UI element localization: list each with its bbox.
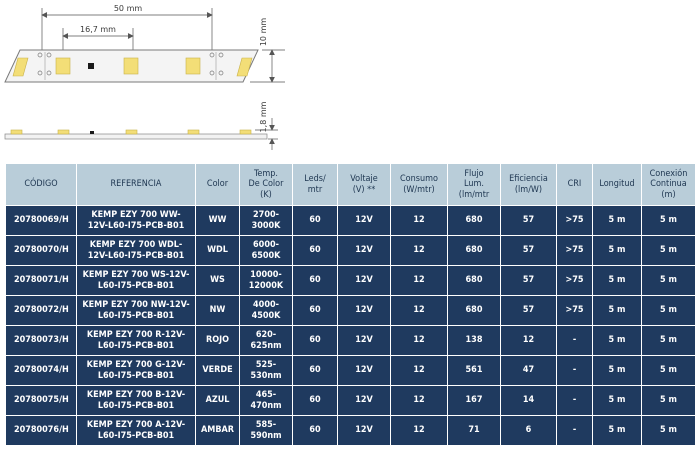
cell-flujo-lum: 680 bbox=[448, 266, 501, 296]
table-row bbox=[6, 416, 696, 446]
cell-consumo: 12 bbox=[391, 206, 448, 236]
cell-longitud: 5 m bbox=[593, 206, 642, 236]
cell-codigo: 20780075/H bbox=[6, 386, 77, 416]
header-referencia: REFERENCIA bbox=[77, 164, 196, 206]
cell-leds-mtr: 60 bbox=[293, 386, 338, 416]
cell-cri: >75 bbox=[557, 296, 593, 326]
cell-flujo-lum: 680 bbox=[448, 236, 501, 266]
cell-codigo: 20780073/H bbox=[6, 326, 77, 356]
cell-leds-mtr: 60 bbox=[293, 296, 338, 326]
cell-voltaje: 12V bbox=[338, 236, 391, 266]
cell-conexion-continua: 5 m bbox=[642, 296, 696, 326]
cell-referencia: KEMP EZY 700 WS-12V- L60-I75-PCB-B01 bbox=[77, 266, 196, 296]
table-row bbox=[6, 236, 696, 266]
cell-codigo: 20780076/H bbox=[6, 416, 77, 446]
cell-consumo: 12 bbox=[391, 326, 448, 356]
cell-consumo: 12 bbox=[391, 236, 448, 266]
cell-voltaje: 12V bbox=[338, 416, 391, 446]
cell-color: WDL bbox=[196, 236, 240, 266]
header-cri: CRI bbox=[557, 164, 593, 206]
cell-voltaje: 12V bbox=[338, 356, 391, 386]
cell-cri: >75 bbox=[557, 236, 593, 266]
header-longitud: Longitud bbox=[593, 164, 642, 206]
header-eficiencia: Eficiencia (lm/W) bbox=[501, 164, 557, 206]
width-dimension-label: 50 mm bbox=[113, 4, 143, 13]
cell-eficiencia: 47 bbox=[501, 356, 557, 386]
cell-longitud: 5 m bbox=[593, 236, 642, 266]
cell-color: AMBAR bbox=[196, 416, 240, 446]
led-strip-drawing bbox=[0, 0, 700, 150]
cell-referencia: KEMP EZY 700 WDL- 12V-L60-I75-PCB-B01 bbox=[77, 236, 196, 266]
cell-flujo-lum: 138 bbox=[448, 326, 501, 356]
cell-cri: - bbox=[557, 416, 593, 446]
cell-conexion-continua: 5 m bbox=[642, 206, 696, 236]
side-resistor bbox=[90, 131, 94, 134]
cell-conexion-continua: 5 m bbox=[642, 266, 696, 296]
cell-leds-mtr: 60 bbox=[293, 236, 338, 266]
thickness-dimension-label: 1,8 mm bbox=[259, 101, 268, 133]
cell-color: ROJO bbox=[196, 326, 240, 356]
cell-codigo: 20780069/H bbox=[6, 206, 77, 236]
cell-consumo: 12 bbox=[391, 356, 448, 386]
cell-temp-color: 10000- 12000K bbox=[240, 266, 293, 296]
cell-flujo-lum: 167 bbox=[448, 386, 501, 416]
spec-table bbox=[5, 163, 696, 446]
cell-cri: - bbox=[557, 356, 593, 386]
pitch-dimension-label: 16,7 mm bbox=[80, 25, 116, 34]
cell-codigo: 20780072/H bbox=[6, 296, 77, 326]
header-voltaje: Voltaje (V) ** bbox=[338, 164, 391, 206]
cell-longitud: 5 m bbox=[593, 296, 642, 326]
table-row bbox=[6, 206, 696, 236]
cell-longitud: 5 m bbox=[593, 386, 642, 416]
cell-conexion-continua: 5 m bbox=[642, 356, 696, 386]
cell-conexion-continua: 5 m bbox=[642, 326, 696, 356]
cell-referencia: KEMP EZY 700 A-12V- L60-I75-PCB-B01 bbox=[77, 416, 196, 446]
cell-codigo: 20780071/H bbox=[6, 266, 77, 296]
cell-eficiencia: 14 bbox=[501, 386, 557, 416]
cell-color: VERDE bbox=[196, 356, 240, 386]
cell-conexion-continua: 5 m bbox=[642, 386, 696, 416]
cell-voltaje: 12V bbox=[338, 386, 391, 416]
cell-longitud: 5 m bbox=[593, 266, 642, 296]
cell-consumo: 12 bbox=[391, 266, 448, 296]
cell-referencia: KEMP EZY 700 WW- 12V-L60-I75-PCB-B01 bbox=[77, 206, 196, 236]
height-dimension-label: 10 mm bbox=[259, 17, 268, 47]
cell-eficiencia: 6 bbox=[501, 416, 557, 446]
cell-longitud: 5 m bbox=[593, 356, 642, 386]
cell-voltaje: 12V bbox=[338, 266, 391, 296]
header-consumo: Consumo (W/mtr) bbox=[391, 164, 448, 206]
side-led-chips bbox=[11, 130, 251, 134]
cell-flujo-lum: 680 bbox=[448, 206, 501, 236]
table-row bbox=[6, 356, 696, 386]
cell-consumo: 12 bbox=[391, 416, 448, 446]
cell-color: NW bbox=[196, 296, 240, 326]
cell-temp-color: 620- 625nm bbox=[240, 326, 293, 356]
header-temp-color: Temp. De Color (K) bbox=[240, 164, 293, 206]
cell-cri: >75 bbox=[557, 206, 593, 236]
table-row bbox=[6, 386, 696, 416]
table-row bbox=[6, 266, 696, 296]
header-flujo-lum: Flujo Lum. (lm/mtr bbox=[448, 164, 501, 206]
cell-cri: - bbox=[557, 386, 593, 416]
cell-eficiencia: 12 bbox=[501, 326, 557, 356]
resistor bbox=[88, 63, 94, 69]
width-dimension bbox=[42, 8, 212, 50]
cell-eficiencia: 57 bbox=[501, 206, 557, 236]
cell-leds-mtr: 60 bbox=[293, 206, 338, 236]
cell-eficiencia: 57 bbox=[501, 296, 557, 326]
table-row bbox=[6, 296, 696, 326]
header-color: Color bbox=[196, 164, 240, 206]
cell-codigo: 20780070/H bbox=[6, 236, 77, 266]
cell-color: WS bbox=[196, 266, 240, 296]
cell-referencia: KEMP EZY 700 NW-12V- L60-I75-PCB-B01 bbox=[77, 296, 196, 326]
cell-temp-color: 6000- 6500K bbox=[240, 236, 293, 266]
cell-temp-color: 2700- 3000K bbox=[240, 206, 293, 236]
cell-leds-mtr: 60 bbox=[293, 356, 338, 386]
cell-flujo-lum: 561 bbox=[448, 356, 501, 386]
header-codigo: CÓDIGO bbox=[6, 164, 77, 206]
cell-flujo-lum: 71 bbox=[448, 416, 501, 446]
cell-codigo: 20780074/H bbox=[6, 356, 77, 386]
cell-temp-color: 4000- 4500K bbox=[240, 296, 293, 326]
cell-temp-color: 585- 590nm bbox=[240, 416, 293, 446]
cell-referencia: KEMP EZY 700 B-12V- L60-I75-PCB-B01 bbox=[77, 386, 196, 416]
strip-side-view bbox=[5, 134, 267, 139]
cell-consumo: 12 bbox=[391, 386, 448, 416]
cell-temp-color: 465- 470nm bbox=[240, 386, 293, 416]
cell-consumo: 12 bbox=[391, 296, 448, 326]
cell-referencia: KEMP EZY 700 R-12V- L60-I75-PCB-B01 bbox=[77, 326, 196, 356]
cell-temp-color: 525- 530nm bbox=[240, 356, 293, 386]
cell-voltaje: 12V bbox=[338, 296, 391, 326]
cell-flujo-lum: 680 bbox=[448, 296, 501, 326]
cell-voltaje: 12V bbox=[338, 326, 391, 356]
cell-voltaje: 12V bbox=[338, 206, 391, 236]
header-row bbox=[6, 164, 696, 206]
cell-cri: >75 bbox=[557, 266, 593, 296]
cell-conexion-continua: 5 m bbox=[642, 236, 696, 266]
header-conexion-continua: Conexión Continua (m) bbox=[642, 164, 696, 206]
cell-longitud: 5 m bbox=[593, 326, 642, 356]
cell-color: WW bbox=[196, 206, 240, 236]
cell-eficiencia: 57 bbox=[501, 266, 557, 296]
cell-leds-mtr: 60 bbox=[293, 416, 338, 446]
cell-conexion-continua: 5 m bbox=[642, 416, 696, 446]
cell-color: AZUL bbox=[196, 386, 240, 416]
cell-leds-mtr: 60 bbox=[293, 326, 338, 356]
table-row bbox=[6, 326, 696, 356]
cell-referencia: KEMP EZY 700 G-12V- L60-I75-PCB-B01 bbox=[77, 356, 196, 386]
header-leds-mtr: Leds/ mtr bbox=[293, 164, 338, 206]
cell-leds-mtr: 60 bbox=[293, 266, 338, 296]
cell-eficiencia: 57 bbox=[501, 236, 557, 266]
cell-cri: - bbox=[557, 326, 593, 356]
cell-longitud: 5 m bbox=[593, 416, 642, 446]
